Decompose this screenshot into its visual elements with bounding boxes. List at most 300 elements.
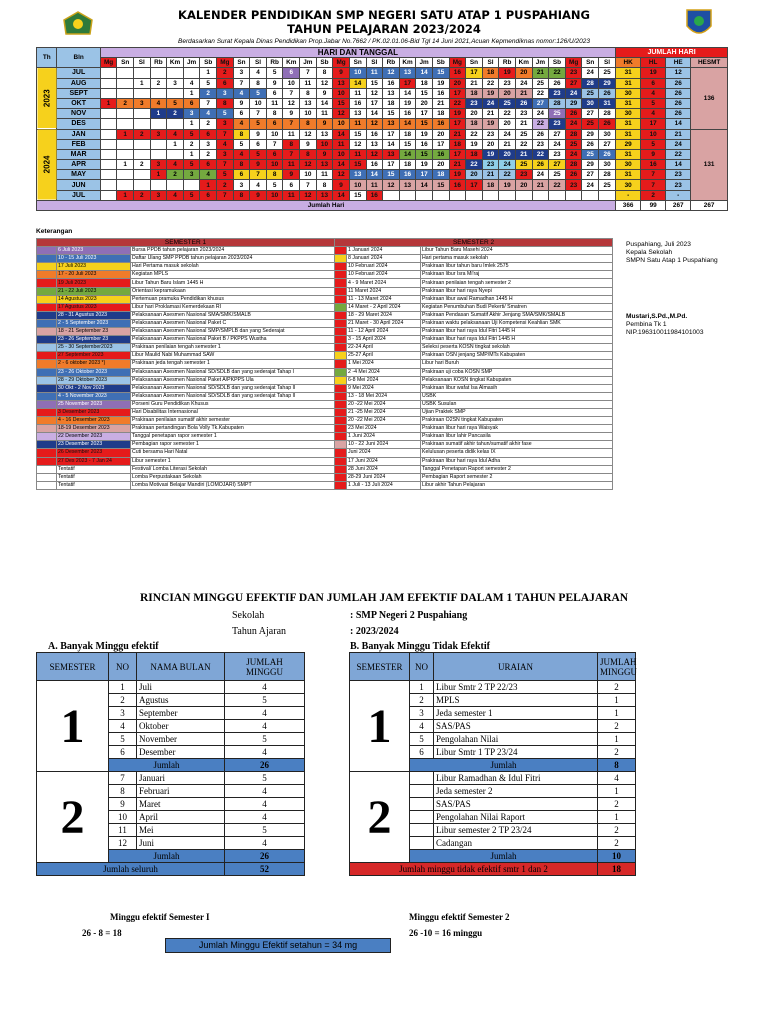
- day-cell: 23: [549, 88, 566, 98]
- row-value: 4: [225, 811, 305, 824]
- day-cell: 26: [549, 78, 566, 88]
- day-cell: 14: [316, 98, 333, 108]
- day-cell: 9: [266, 78, 283, 88]
- legend-date: 3 - 15 April 2024: [347, 336, 421, 344]
- calendar-year-title: TAHUN PELAJARAN 2023/2024: [287, 22, 481, 36]
- day-cell: 14: [383, 139, 400, 149]
- legend-section: [36, 238, 612, 490]
- day-cell: 10: [266, 190, 283, 200]
- count-hk: 30: [616, 160, 641, 170]
- count-header-hl: HL: [641, 58, 666, 68]
- count-hl: 2: [641, 190, 666, 200]
- day-cell: 5: [183, 129, 200, 139]
- day-header: Km: [283, 58, 300, 68]
- day-cell: 16: [432, 149, 449, 159]
- semester-number: 1: [350, 681, 410, 772]
- legend-swatch: [37, 408, 57, 416]
- day-cell: 18: [482, 180, 499, 190]
- legend-swatch: [335, 303, 347, 311]
- day-cell: 11: [349, 119, 366, 129]
- day-cell: 23: [515, 170, 532, 180]
- day-cell: [100, 139, 117, 149]
- day-cell: 14: [349, 78, 366, 88]
- month-label: JUN: [57, 180, 100, 190]
- row-value: 2: [598, 837, 636, 850]
- day-cell: 7: [266, 139, 283, 149]
- count-hk: 29: [616, 139, 641, 149]
- day-cell: 13: [349, 170, 366, 180]
- day-cell: 13: [366, 139, 383, 149]
- legend-event: Prakiraan Pendasan Sumatif Akhir Jenjang SMA/SMK/SMALB: [421, 311, 613, 319]
- day-cell: 12: [366, 149, 383, 159]
- day-cell: 13: [316, 129, 333, 139]
- row-no: 11: [109, 824, 137, 837]
- legend-swatch: [37, 457, 57, 465]
- day-cell: 14: [399, 88, 416, 98]
- day-cell: 14: [416, 68, 433, 78]
- day-header: Mg: [100, 58, 117, 68]
- semester-number: 2: [350, 772, 410, 863]
- legend-date: 28 - 31 Agustus 2023: [57, 311, 131, 319]
- row-label: SAS/PAS: [434, 798, 598, 811]
- semester-number: 2: [37, 772, 109, 863]
- jumlah-label: Jumlah: [410, 850, 598, 863]
- day-cell: 17: [399, 78, 416, 88]
- day-cell: 21: [466, 78, 483, 88]
- day-cell: 20: [466, 170, 483, 180]
- legend-swatch: [37, 279, 57, 287]
- day-cell: [100, 170, 117, 180]
- day-cell: 25: [549, 109, 566, 119]
- legend-swatch: [335, 408, 347, 416]
- legend-swatch: [335, 473, 347, 481]
- day-cell: 6: [200, 190, 217, 200]
- day-cell: 14: [333, 160, 350, 170]
- legend-event: Festival/ Lomba Literasi Sekolah: [131, 465, 335, 473]
- day-cell: 19: [416, 160, 433, 170]
- day-cell: 9: [316, 149, 333, 159]
- table-header: NO: [109, 653, 137, 681]
- day-cell: 24: [532, 170, 549, 180]
- row-value: 5: [225, 772, 305, 785]
- day-cell: [100, 119, 117, 129]
- day-header: Sl: [366, 58, 383, 68]
- day-cell: [133, 149, 150, 159]
- day-cell: 10: [333, 119, 350, 129]
- day-cell: 14: [333, 190, 350, 200]
- day-cell: 15: [416, 149, 433, 159]
- legend-swatch: [37, 352, 57, 360]
- day-cell: 10: [300, 109, 317, 119]
- row-label: SAS/PAS: [434, 720, 598, 733]
- day-cell: 2: [133, 160, 150, 170]
- day-cell: 10: [316, 139, 333, 149]
- legend-swatch: [335, 263, 347, 271]
- day-cell: 12: [283, 98, 300, 108]
- row-label: Libur Ramadhan & Idul Fitri: [434, 772, 598, 785]
- day-cell: 11: [349, 88, 366, 98]
- day-cell: 5: [250, 119, 267, 129]
- legend-date: 28 - 29 Oktober 2023: [57, 376, 131, 384]
- legend-date: 23 - 26 September 23: [57, 336, 131, 344]
- day-cell: 27: [565, 78, 582, 88]
- day-cell: 22: [499, 109, 516, 119]
- jumlah-value: 8: [598, 759, 636, 772]
- day-cell: 12: [366, 88, 383, 98]
- day-cell: 15: [399, 139, 416, 149]
- day-cell: [599, 190, 616, 200]
- sekolah-value: : SMP Negeri 2 Puspahiang: [350, 610, 468, 621]
- day-cell: [100, 149, 117, 159]
- row-no: [410, 772, 434, 785]
- day-cell: 5: [200, 78, 217, 88]
- day-cell: [117, 149, 134, 159]
- day-cell: 7: [283, 119, 300, 129]
- legend-event: Kelulusan peserta didik kelas IX: [421, 449, 613, 457]
- day-cell: 19: [482, 88, 499, 98]
- day-cell: 23: [532, 139, 549, 149]
- legend-date: 26 Desember 2023: [57, 449, 131, 457]
- legend-event: Prakiraan libur Isra Mi'raj: [421, 271, 613, 279]
- legend-swatch: [335, 328, 347, 336]
- day-cell: 8: [217, 98, 234, 108]
- row-no: 1: [410, 681, 434, 694]
- legend-date: 1 Juli - 13 Juli 2024: [347, 481, 421, 489]
- day-cell: 17: [449, 88, 466, 98]
- day-cell: 15: [349, 190, 366, 200]
- day-cell: 9: [300, 139, 317, 149]
- day-header: Mg: [333, 58, 350, 68]
- legend-event: Prakiraan libur lahir Pancasila: [421, 433, 613, 441]
- day-cell: 6: [283, 180, 300, 190]
- day-cell: 19: [466, 139, 483, 149]
- day-cell: 21: [449, 160, 466, 170]
- day-cell: 18: [482, 68, 499, 78]
- calendar-table: [36, 47, 728, 211]
- legend-event: Seleksi peserta KOSN tingkat sekolah: [421, 344, 613, 352]
- table-header: NAMA BULAN: [137, 653, 225, 681]
- day-cell: 27: [582, 170, 599, 180]
- day-cell: 17: [432, 139, 449, 149]
- day-cell: 13: [399, 180, 416, 190]
- row-no: 1: [109, 681, 137, 694]
- day-cell: 7: [283, 88, 300, 98]
- count-hl: 5: [641, 139, 666, 149]
- count-hl: 9: [641, 149, 666, 159]
- row-label: Agustus: [137, 694, 225, 707]
- day-cell: 2: [200, 119, 217, 129]
- legend-event: Pelaksanaan Asesmen Nasional Paket A/PKPPS Ula: [131, 376, 335, 384]
- legend-event: Hari Pertama masuk sekolah: [131, 263, 335, 271]
- day-cell: 3: [150, 160, 167, 170]
- legend-event: Libur semester 1: [131, 457, 335, 465]
- count-he: 14: [666, 119, 691, 129]
- legend-swatch: [37, 360, 57, 368]
- day-header: Sb: [316, 58, 333, 68]
- day-cell: 28: [599, 170, 616, 180]
- legend-swatch: [335, 400, 347, 408]
- total-tot_he: 267: [666, 200, 691, 210]
- legend-swatch: [335, 344, 347, 352]
- legend-date: Tentatif: [57, 481, 131, 489]
- day-header: Sl: [482, 58, 499, 68]
- day-cell: 1: [167, 139, 184, 149]
- legend-swatch: [335, 352, 347, 360]
- day-cell: [117, 119, 134, 129]
- legend-swatch: [37, 287, 57, 295]
- legend-event: Libur Tahun Baru Islam 1445 H: [131, 279, 335, 287]
- day-cell: 24: [549, 139, 566, 149]
- day-cell: [183, 68, 200, 78]
- legend-date: 4 - 5 November 2023: [57, 392, 131, 400]
- row-label: September: [137, 707, 225, 720]
- legend-swatch: [37, 328, 57, 336]
- legend-swatch: [335, 336, 347, 344]
- day-cell: 21: [515, 88, 532, 98]
- day-cell: 28: [582, 78, 599, 88]
- day-header: Jm: [183, 58, 200, 68]
- semester-number: 1: [37, 681, 109, 772]
- day-cell: 16: [399, 109, 416, 119]
- day-cell: [150, 139, 167, 149]
- row-no: 10: [109, 811, 137, 824]
- row-no: 3: [410, 707, 434, 720]
- count-hk: 31: [616, 68, 641, 78]
- legend-event: Pelaksanaan Asesmen Nasional SD/SDLB dan yang sederajat Tahap II: [131, 392, 335, 400]
- day-cell: 8: [233, 190, 250, 200]
- legend-event: Pelaksanaan KOSN tingkat Kabupaten: [421, 376, 613, 384]
- tahun-ajaran-label: Tahun Ajaran: [232, 626, 287, 637]
- day-cell: [167, 68, 184, 78]
- day-cell: 20: [499, 88, 516, 98]
- legend-swatch: [37, 425, 57, 433]
- day-cell: [117, 139, 134, 149]
- day-cell: 22: [482, 78, 499, 88]
- legend-date: 9 Mei 2024: [347, 384, 421, 392]
- day-cell: 20: [432, 129, 449, 139]
- row-label: Desember: [137, 746, 225, 759]
- day-cell: 10: [300, 170, 317, 180]
- day-cell: 2: [133, 129, 150, 139]
- day-cell: [133, 88, 150, 98]
- legend-event: Prakiraan O2SN tingkat Kabupaten: [421, 417, 613, 425]
- count-hk: 30: [616, 88, 641, 98]
- row-value: 1: [598, 707, 636, 720]
- count-hl: 16: [641, 160, 666, 170]
- day-cell: 26: [532, 160, 549, 170]
- day-cell: 20: [416, 98, 433, 108]
- day-cell: 18: [399, 129, 416, 139]
- row-no: 2: [410, 694, 434, 707]
- legend-date: 25-27 April: [347, 352, 421, 360]
- legend-event: Prakiraan OSN jenjang SMP/MTs Kabupaten: [421, 352, 613, 360]
- legend-event: Kegiatan MPLS: [131, 271, 335, 279]
- day-cell: 2: [217, 68, 234, 78]
- day-header: Mg: [217, 58, 234, 68]
- day-cell: 3: [233, 68, 250, 78]
- legend-swatch: [37, 344, 57, 352]
- legend-date: 10 - 22 Juni 2024: [347, 441, 421, 449]
- day-cell: [100, 68, 117, 78]
- legend-date: 27 Des 2023 - 7 Jan 24: [57, 457, 131, 465]
- count-hl: 6: [641, 78, 666, 88]
- day-cell: 14: [366, 109, 383, 119]
- row-no: 4: [109, 720, 137, 733]
- row-no: [410, 824, 434, 837]
- day-cell: 1: [150, 170, 167, 180]
- day-cell: [117, 170, 134, 180]
- day-header: Rb: [499, 58, 516, 68]
- day-cell: 2: [217, 180, 234, 190]
- day-cell: 16: [432, 119, 449, 129]
- day-cell: 25: [599, 68, 616, 78]
- day-cell: 11: [283, 160, 300, 170]
- legend-date: 27 September 2023: [57, 352, 131, 360]
- month-label: AUG: [57, 78, 100, 88]
- day-cell: 6: [183, 98, 200, 108]
- day-cell: 15: [349, 160, 366, 170]
- day-cell: 19: [416, 129, 433, 139]
- day-header: Rb: [150, 58, 167, 68]
- day-cell: [532, 190, 549, 200]
- legend-swatch: [37, 481, 57, 489]
- day-cell: [133, 180, 150, 190]
- section-a-title: A. Banyak Minggu efektif: [48, 641, 159, 652]
- day-cell: [466, 190, 483, 200]
- day-cell: 21: [532, 180, 549, 190]
- day-cell: [150, 88, 167, 98]
- legend-event: Pelaksanaan Asesmen Nasional Paket C: [131, 319, 335, 327]
- day-cell: 25: [515, 160, 532, 170]
- legend-event: Pembagian rapor semester 1: [131, 441, 335, 449]
- count-he: 26: [666, 109, 691, 119]
- day-cell: 19: [449, 170, 466, 180]
- row-value: 1: [598, 811, 636, 824]
- day-cell: 24: [582, 180, 599, 190]
- day-cell: [117, 109, 134, 119]
- day-header: Sb: [549, 58, 566, 68]
- day-cell: 3: [233, 180, 250, 190]
- section-b-title: B. Banyak Minggu Tidak Efektif: [350, 641, 490, 652]
- day-cell: 5: [183, 190, 200, 200]
- day-cell: 25: [515, 129, 532, 139]
- day-cell: 23: [499, 78, 516, 88]
- legend-swatch: [37, 417, 57, 425]
- day-cell: 21: [482, 109, 499, 119]
- row-no: 9: [109, 798, 137, 811]
- legend-swatch: [37, 368, 57, 376]
- day-cell: 23: [466, 98, 483, 108]
- row-value: 2: [598, 824, 636, 837]
- signature-nip: NIP.196310011984101003: [626, 329, 704, 336]
- legend-event: Libur hari Buruh: [421, 360, 613, 368]
- legend-event: USBK: [421, 392, 613, 400]
- day-cell: 4: [233, 88, 250, 98]
- day-cell: 2: [117, 98, 134, 108]
- day-cell: 19: [499, 68, 516, 78]
- day-cell: 1: [100, 98, 117, 108]
- row-label: Pengolahan Nilai Raport: [434, 811, 598, 824]
- signature-role1: Kepala Sekolah: [626, 249, 673, 256]
- day-cell: [133, 68, 150, 78]
- legend-event: Porseni Guru Pendidikan Khusus: [131, 400, 335, 408]
- count-header-hk: HK: [616, 58, 641, 68]
- day-cell: 14: [399, 149, 416, 159]
- day-cell: 20: [515, 180, 532, 190]
- row-value: 1: [598, 785, 636, 798]
- day-cell: 25: [582, 88, 599, 98]
- day-cell: 22: [532, 149, 549, 159]
- calendar-subtitle: Berdasarkan Surat Kepala Dinas Pendidikan Prop.Jabar No.7662 / PK.02.01.06-Bid Tgl 14 Juni 2021,Acuan Kepmendiknas nomor:126/U/2023: [178, 38, 590, 45]
- row-no: 6: [410, 746, 434, 759]
- day-cell: 11: [366, 68, 383, 78]
- legend-swatch: [335, 319, 347, 327]
- day-cell: 21: [532, 68, 549, 78]
- day-cell: [432, 190, 449, 200]
- day-cell: 2: [200, 149, 217, 159]
- day-cell: 10: [283, 78, 300, 88]
- count-hk: 31: [616, 170, 641, 180]
- legend-event: Prakiraan jeda tengah semester 1: [131, 360, 335, 368]
- legend-date: 8 Januari 2024: [347, 255, 421, 263]
- day-cell: 6: [233, 170, 250, 180]
- semester2-header: SEMESTER 2: [335, 239, 613, 247]
- day-cell: 27: [532, 98, 549, 108]
- day-header: Sb: [432, 58, 449, 68]
- day-cell: 4: [167, 129, 184, 139]
- day-cell: 8: [250, 78, 267, 88]
- day-cell: 18: [466, 149, 483, 159]
- signature-name-block: [626, 313, 704, 337]
- day-cell: 16: [366, 190, 383, 200]
- legend-event: Cuti bersama Hari Natal: [131, 449, 335, 457]
- count-he: 26: [666, 88, 691, 98]
- day-cell: 24: [515, 78, 532, 88]
- legend-event: Libur hari Proklamasi Kemerdekaan RI: [131, 303, 335, 311]
- day-cell: 18: [466, 88, 483, 98]
- day-cell: 14: [416, 180, 433, 190]
- day-cell: 6: [250, 139, 267, 149]
- day-header: Jm: [300, 58, 317, 68]
- day-cell: 21: [515, 119, 532, 129]
- minggu-efektif-table: [36, 652, 305, 876]
- day-cell: [150, 149, 167, 159]
- grand-total-label: Jumlah minggu tidak efektif smtr 1 dan 2: [350, 863, 598, 876]
- jumlah-label: Jumlah: [410, 759, 598, 772]
- table-header: NO: [410, 653, 434, 681]
- count-hk: 31: [616, 129, 641, 139]
- total-tot_hesmt: 267: [691, 200, 728, 210]
- day-cell: 13: [383, 119, 400, 129]
- legend-event: Pertemuan pramuka Pendidikan khusus: [131, 295, 335, 303]
- legend-date: 25 - 30 September2023: [57, 344, 131, 352]
- day-cell: 3: [217, 149, 234, 159]
- day-cell: 8: [266, 109, 283, 119]
- legend-date: 4 - 16 Desember 2023: [57, 417, 131, 425]
- legend-swatch: [37, 263, 57, 271]
- day-cell: 27: [549, 129, 566, 139]
- day-header: Sl: [133, 58, 150, 68]
- legend-date: 1 Mei 2024: [347, 360, 421, 368]
- legend-date: 13 - 18 Mei 2024: [347, 392, 421, 400]
- legend-swatch: [335, 457, 347, 465]
- day-cell: 18: [383, 98, 400, 108]
- legend-event: Pelaksanaan Asesmen Nasional SD/SDLB dan yang sederajat Tahap I: [131, 368, 335, 376]
- day-cell: 13: [383, 149, 400, 159]
- day-cell: 9: [283, 109, 300, 119]
- legend-date: 21 Maret - 30 April 2024: [347, 319, 421, 327]
- day-cell: 11: [283, 190, 300, 200]
